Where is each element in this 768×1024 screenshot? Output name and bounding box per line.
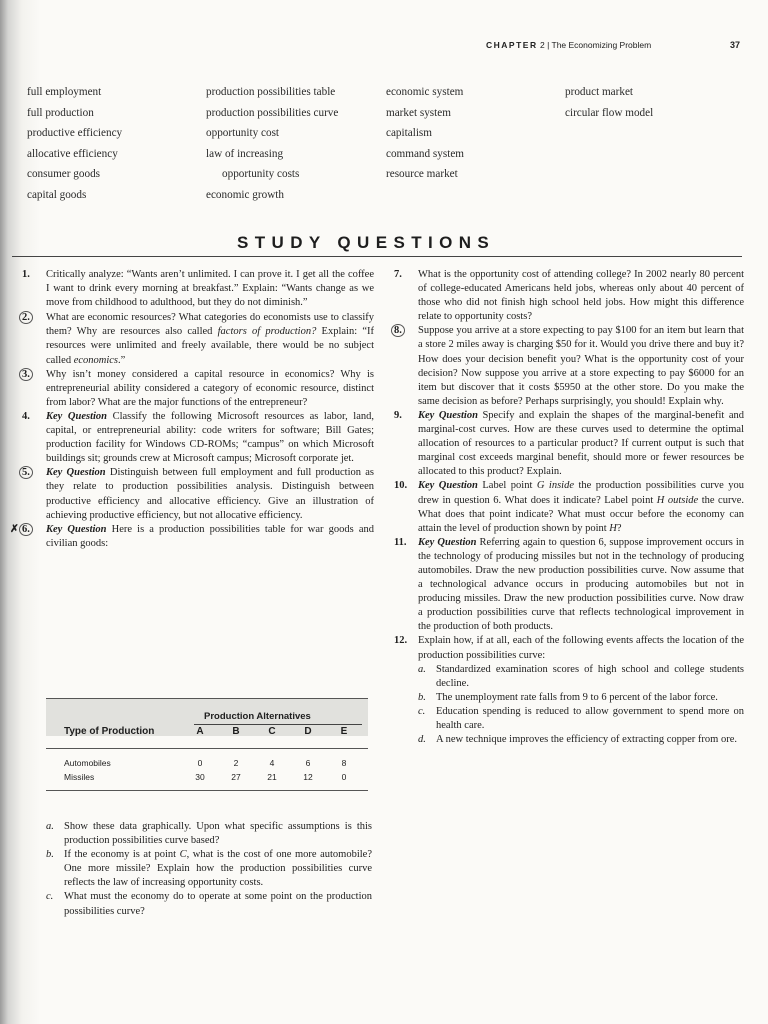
question-2: 2. What are economic resources? What categories do economists use to classify them? Why are resources also called factors of production? Explain: “If resources were unlimited and freely available, there would be no subject called economics.” [18, 311, 374, 367]
question-8: 8. Suppose you arrive at a store expecting to pay $100 for an item but learn that a store 2 miles away is charging $50 for it. Would you drive there and buy it? How does your decision benefit you? What is the opportunity cost of your decision? Now suppose you arrive at a store expecting to pay $6000 for an item but discover that it costs $5950 at the other store. Do you make the same decision as before? Perhaps surprisingly, you should! Explain why. [390, 324, 744, 409]
section-title: STUDY QUESTIONS [237, 233, 496, 252]
question-number: 9. [394, 409, 402, 421]
question-number: 1. [22, 269, 30, 280]
questions-right-column [390, 268, 744, 747]
question-12: 12. Explain how, if at all, each of the following events affects the location of the production possibilities curve: a. Standardized examination scores of high school and college students decline. b. The unemployment rate falls from 9 to 6 percent of the labor force. c. Education spending is reduced to allow government to spend more on health care. d. A new technique improves the efficiency of extracting copper from ore. [390, 634, 744, 747]
key-term: command system [386, 147, 464, 160]
key-term: opportunity cost [206, 127, 280, 139]
question-9: 9. Key Question Specify and explain the shapes of the marginal-benefit and marginal-cost curves. How are these curves used to determine the optimal allocation of resources to a particular product? If current output is such that marginal cost exceeds marginal benefit, should more or fewer resources be allocated to this product? Explain. [394, 409, 744, 478]
sub-part-c: c. What must the economy do to operate at some point on the production possibilities curve? [46, 891, 372, 917]
table-caption: Production Alternatives [204, 711, 311, 722]
question-11: 11. Key Question Referring again to question 6, suppose improvement occurs in the technology of producing missiles but not in the technology of producing automobiles. Draw the new production possibilities curve. Now assume that a technological advance occurs in producing automobiles but not in producing missiles. Draw the new production possibilities curve. Now draw a production possibilities curve that reflects technological improvement in the production of both products. [394, 536, 745, 633]
question-number: 12. [394, 635, 408, 647]
column-header: A [196, 726, 204, 737]
question-4: 4. Key Question Classify the following Microsoft resources as labor, land, capital, or entrepreneurial ability: code writers for software; Bill Gates; production facility for Windows CD-ROMs; “campus” on which Microsoft buildings sit; grounds crew at Microsoft campus; Microsoft corporate jet. [22, 410, 374, 465]
sub-part-b: b. If the economy is at point C, what is the cost of one more automobile? One more missile? Explain how the production possibilities curve reflects the law of increasing opportunity costs. [46, 849, 372, 889]
circled-number: 5. [19, 466, 33, 479]
question-1 [18, 268, 374, 310]
cross-mark-icon: ✗ [10, 523, 19, 535]
question-number: 4. [22, 410, 30, 422]
key-term: production possibilities curve [206, 106, 339, 119]
running-header: CHAPTER 2 | The Economizing Problem 37 [486, 40, 741, 50]
key-term: economic growth [206, 188, 284, 201]
question-7: 7. What is the opportunity cost of attending college? In 2002 nearly 80 percent of college-educated Americans held jobs, whereas only about 40 percent of those who did not finish high school held jobs. How might this difference relate to opportunity costs? [394, 269, 744, 323]
column-header: D [304, 726, 312, 737]
key-term: production possibilities table [206, 86, 336, 98]
key-term: product market [565, 86, 634, 98]
key-term: market system [386, 106, 451, 119]
circled-number: 8. [391, 324, 405, 337]
circled-number: 3. [19, 368, 33, 381]
sub-part-d: d. A new technique improves the efficiency of extracting copper from ore. [418, 734, 737, 746]
question-number: 10. [394, 480, 408, 492]
table-row: Automobiles 0 2 4 6 8 [64, 758, 347, 768]
key-term: capitalism [386, 127, 432, 139]
chapter-title: The Economizing Problem [551, 40, 652, 50]
sub-part-a: a. Standardized examination scores of high school and college students decline. [418, 663, 744, 689]
question-3: 3. Why isn’t money considered a capital resource in economics? Why is entrepreneurial ability considered a category of economic resource, distinct from labor? What are the major functions of the entrepreneur? [18, 368, 374, 410]
row-header: Type of Production [64, 726, 155, 737]
table-header-row [46, 726, 368, 746]
column-header: B [232, 726, 240, 737]
question-5: 5. Key Question Distinguish between full employment and full production as they relate to production possibilities analysis. Distinguish between productive efficiency and allocative efficiency. Give an illustration of achieving productive efficiency, but not allocative efficiency. [18, 466, 374, 522]
column-header: E [340, 726, 348, 737]
chapter-label: CHAPTER [486, 40, 538, 50]
key-term: full employment [27, 86, 102, 98]
question-6-parts [46, 820, 372, 919]
key-terms-column-2 [206, 82, 338, 205]
question-6: ✗ 6. Key Question Here is a production possibilities table for war goods and civilian goods: [10, 523, 374, 549]
question-text: Critically analyze: “Wants aren’t unlimited. I can prove it. I get all the coffee I want to drink every morning at breakfast.” Explain: “Wants change as we move from childhood to adulthood, but they do not diminish.” [46, 269, 374, 309]
circled-number: 2. [19, 311, 33, 324]
key-term: resource market [386, 168, 458, 180]
key-term: productive efficiency [27, 127, 123, 139]
key-term: capital goods [27, 188, 87, 201]
key-terms-column-1 [27, 82, 122, 205]
key-term: opportunity costs [222, 168, 300, 180]
key-terms-column-4 [565, 82, 653, 123]
production-possibilities-table [46, 698, 368, 782]
question-number: 11. [394, 536, 407, 548]
sub-part-b: b. The unemployment rate falls from 9 to 6 percent of the labor force. [418, 691, 718, 703]
chapter-number: 2 [539, 40, 545, 50]
column-header: C [268, 726, 276, 737]
key-term: allocative efficiency [27, 147, 118, 160]
page-number: 37 [730, 40, 741, 50]
circled-number: 6. [19, 523, 33, 536]
key-term: economic system [386, 86, 464, 98]
questions-left-column [10, 268, 375, 551]
question-10: 10. Key Question Label point G inside the production possibilities curve you drew in question 6. What does it indicate? Label point H outside the curve. What does that point indicate? What must occur before the economy can attain the level of production shown by point H? [394, 480, 744, 534]
key-term: consumer goods [27, 168, 101, 180]
key-terms-column-3 [386, 82, 464, 185]
section-rule [12, 256, 742, 257]
key-term: law of increasing [206, 147, 284, 160]
question-number: 7. [394, 269, 402, 280]
sub-part-c: c. Education spending is reduced to allow government to spend more on health care. [418, 705, 744, 731]
key-term: circular flow model [565, 106, 654, 119]
table-row: Missiles 30 27 21 12 0 [64, 772, 347, 782]
key-term: full production [27, 106, 94, 119]
sub-part-a: a. Show these data graphically. Upon what specific assumptions is this production possibilities curve based? [46, 821, 372, 847]
